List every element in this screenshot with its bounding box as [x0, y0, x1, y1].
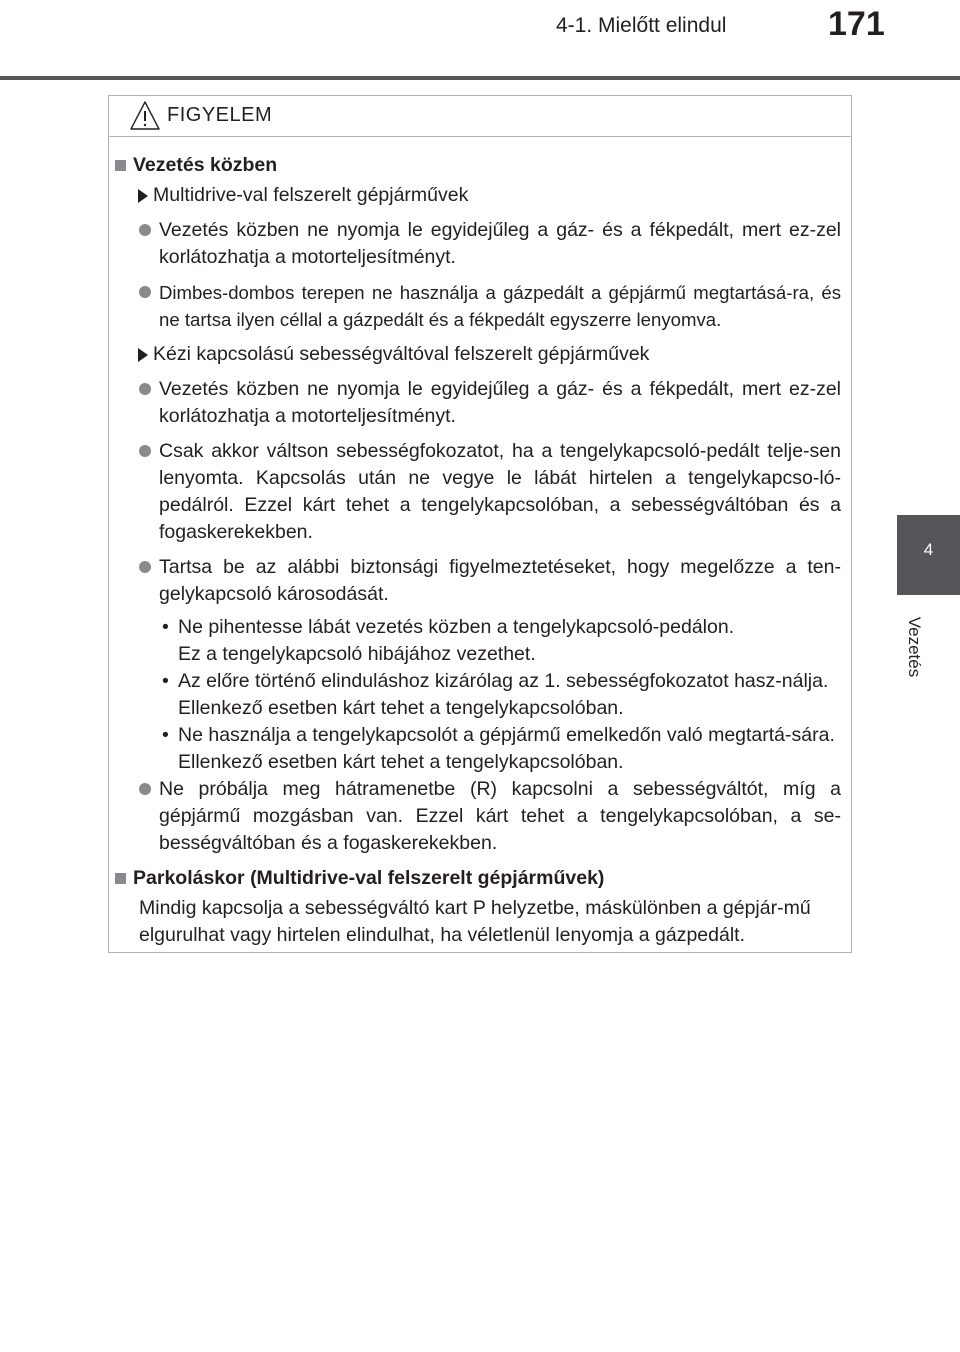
- list-item: Vezetés közben ne nyomja le egyidejűleg a gáz- és a fékpedált, mert ez-zel korlátozhatja a motorteljesítményt.: [115, 217, 841, 271]
- warning-title: FIGYELEM: [167, 104, 273, 126]
- sub-list-item: • Ne pihentesse lábát vezetés közben a tengelykapcsoló-pedálon. Ez a tengelykapcsoló hibájához vezethet.: [162, 616, 735, 665]
- circle-bullet-icon: [139, 286, 151, 298]
- circle-bullet-icon: [139, 224, 151, 236]
- section-title: 4-1. Mielőtt elindul: [556, 14, 727, 37]
- list-item: Vezetés közben ne nyomja le egyidejűleg a gáz- és a fékpedált, mert ez-zel korlátozhatja a motorteljesítményt.: [115, 376, 841, 430]
- chapter-label-text: Vezetés: [905, 616, 924, 678]
- section-heading: Parkoláskor (Multidrive-val felszerelt gépjárművek): [115, 865, 841, 892]
- chapter-label: [897, 606, 931, 688]
- subheading-multidrive: Multidrive-val felszerelt gépjárművek: [115, 182, 841, 209]
- circle-bullet-icon: [139, 445, 151, 457]
- list-item: Ne próbálja meg hátramenetbe (R) kapcsolni a sebességváltót, míg a gépjármű mozgásban van. Ezzel kárt tehet a tengelykapcsolóban, a se-bességváltóban és a fogaskerekekben.: [115, 776, 841, 857]
- sub-list-item: • Ne használja a tengelykapcsolót a gépjármű emelkedőn való megtartá-sára. Ellenkező esetben kárt tehet a tengelykapcsolóban.: [162, 724, 835, 773]
- section-text: Mindig kapcsolja a sebességváltó kart P helyzetbe, máskülönben a gépjár-mű elgurulhat vagy hirtelen elindulhat, ha véletlenül lenyomja a gázpedált.: [139, 897, 811, 946]
- page-number: 171: [828, 5, 885, 43]
- chapter-tab[interactable]: [897, 515, 960, 595]
- header-divider: [0, 76, 960, 80]
- square-bullet-icon: [115, 160, 126, 171]
- sub-list-item: • Az előre történő elinduláshoz kizárólag az 1. sebességfokozatot hasz-nálja. Ellenkező esetben kárt tehet a tengelykapcsolóban.: [162, 670, 829, 719]
- subheading-manual: Kézi kapcsolású sebességváltóval felszerelt gépjárművek: [115, 341, 841, 368]
- sub-list: [115, 614, 841, 776]
- list-item: Tartsa be az alábbi biztonsági figyelmeztetéseket, hogy megelőzze a ten-gelykapcsoló károsodását.: [115, 554, 841, 608]
- list-item: Dimbes-dombos terepen ne használja a gázpedált a gépjármű megtartásá-ra, és ne tartsa ilyen céllal a gázpedált és a fékpedált egyszerre lenyomva.: [115, 279, 841, 333]
- warning-triangle-icon: [129, 100, 161, 137]
- warning-content: [109, 152, 851, 952]
- circle-bullet-icon: [139, 783, 151, 795]
- list-item: Csak akkor váltson sebességfokozatot, ha a tengelykapcsoló-pedált telje-sen lenyomta. Kapcsolás után ne vegye le lábát hirtelen a tengelykapcso-ló-pedálról. Ezzel kárt tehet a tengelykapcsolóban, a sebességváltóban és a fogaskerekekben.: [115, 438, 841, 546]
- triangle-bullet-icon: [138, 348, 148, 362]
- warning-header: [109, 96, 851, 137]
- chapter-number: 4: [923, 540, 934, 559]
- triangle-bullet-icon: [138, 189, 148, 203]
- section-heading: Vezetés közben: [115, 152, 841, 179]
- circle-bullet-icon: [139, 561, 151, 573]
- warning-box: [108, 95, 852, 953]
- circle-bullet-icon: [139, 383, 151, 395]
- square-bullet-icon: [115, 873, 126, 884]
